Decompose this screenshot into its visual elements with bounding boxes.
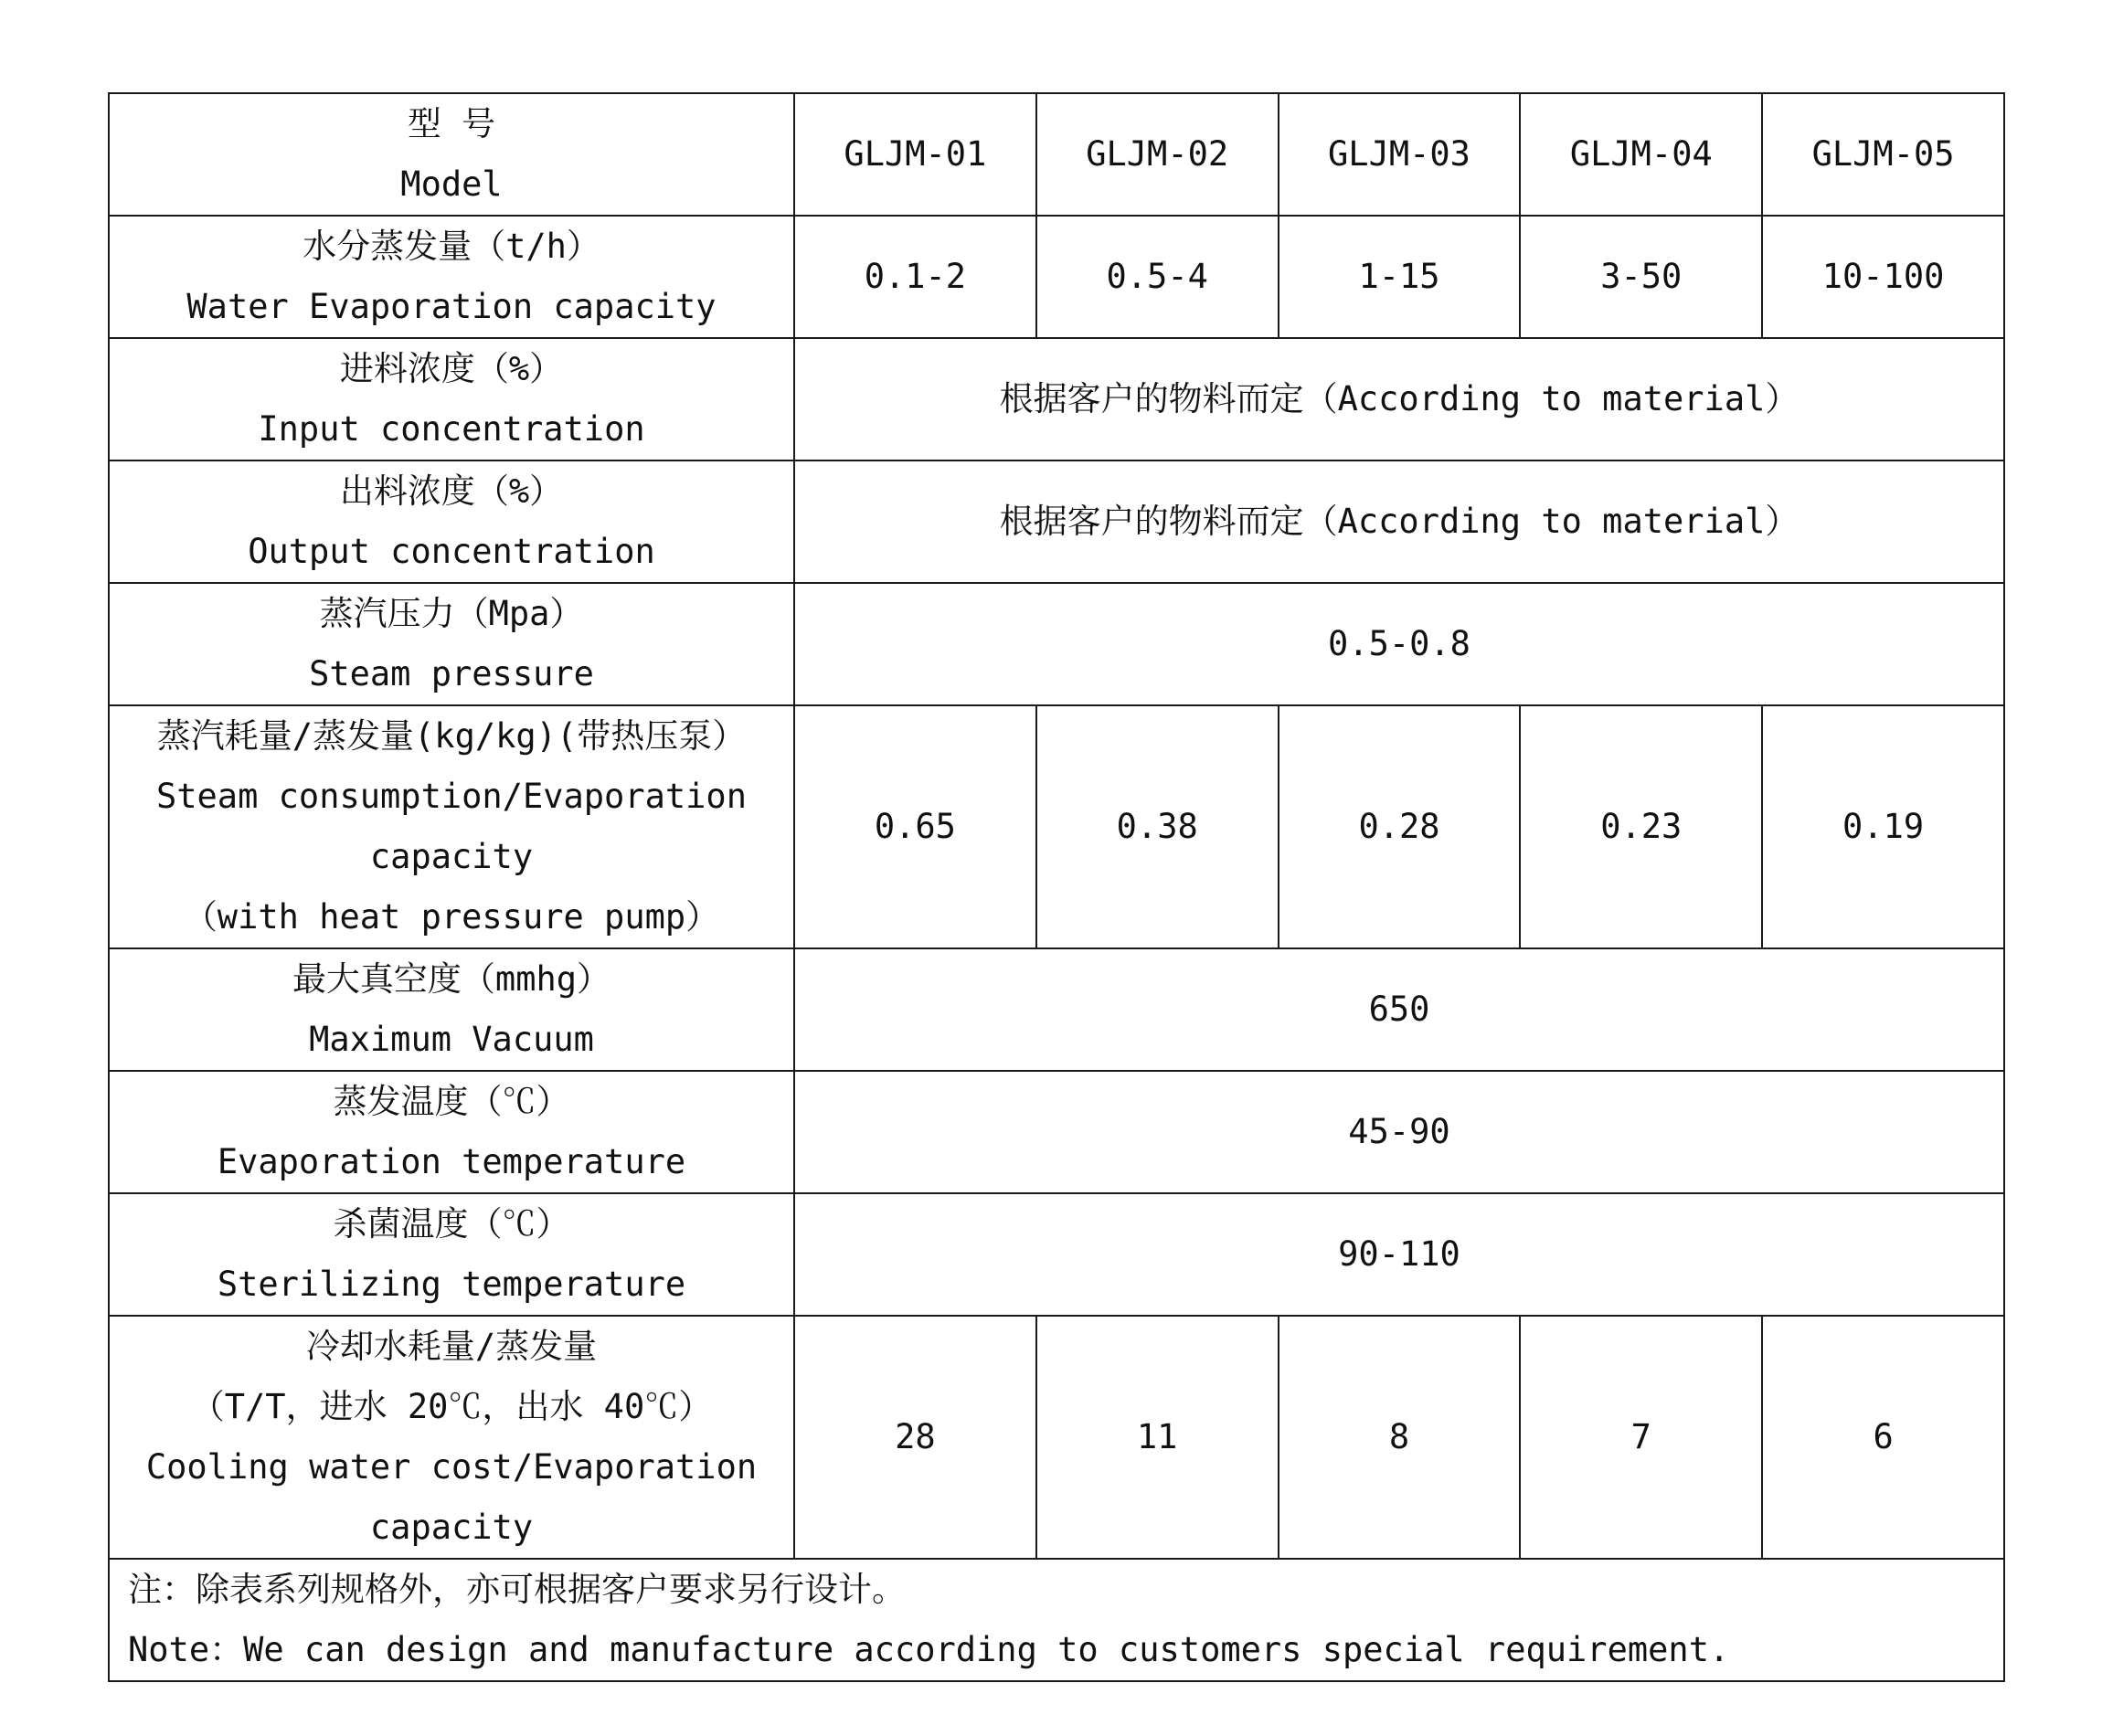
value-cell: 0.65 [794, 705, 1036, 948]
row-label-en: Input concentration [258, 409, 645, 449]
row-label-cn: 杀菌温度（℃） [333, 1204, 570, 1244]
row-label-cell [109, 583, 794, 705]
value-cell: 0.23 [1520, 705, 1762, 948]
model-header-1: GLJM-01 [794, 93, 1036, 216]
table-row [109, 1316, 2004, 1559]
merged-value-cell: 45-90 [794, 1071, 2004, 1193]
row-label-en: capacity [369, 1508, 534, 1547]
merged-value-cell: 650 [794, 948, 2004, 1071]
table-row [109, 583, 2004, 705]
row-label-cn: 进料浓度（%） [339, 349, 564, 388]
note-en: Note：We can design and manufacture according to customers special requirement. [128, 1630, 1730, 1669]
value-cell: 10-100 [1762, 216, 2004, 338]
spec-table [108, 92, 2005, 1682]
row-label-en: Steam pressure [309, 654, 594, 693]
row-label-en: Sterilizing temperature [217, 1265, 686, 1304]
value-cell: 1-15 [1279, 216, 1521, 338]
value-cell: 0.38 [1036, 705, 1279, 948]
row-label-en: Maximum Vacuum [309, 1020, 594, 1059]
row-label-cn: 蒸汽耗量/蒸发量(kg/kg)(带热压泵） [156, 716, 747, 756]
row-label-cn: 蒸发温度（℃） [333, 1082, 570, 1121]
table-row [109, 1071, 2004, 1193]
table-row [109, 338, 2004, 460]
value-cell: 3-50 [1520, 216, 1762, 338]
row-label-cell [109, 460, 794, 583]
model-header-2: GLJM-02 [1036, 93, 1279, 216]
note-cell [109, 1559, 2004, 1681]
header-row [109, 93, 2004, 216]
table-row [109, 705, 2004, 948]
row-label-cell [109, 338, 794, 460]
row-label-cell [109, 705, 794, 948]
row-label-en: capacity [369, 837, 534, 876]
row-label-cell [109, 948, 794, 1071]
row-label-cn: 出料浓度（%） [339, 471, 564, 511]
value-cell: 6 [1762, 1316, 2004, 1559]
model-header-4: GLJM-04 [1520, 93, 1762, 216]
model-header-5: GLJM-05 [1762, 93, 2004, 216]
value-cell: 0.19 [1762, 705, 2004, 948]
value-cell: 0.28 [1279, 705, 1521, 948]
row-label-en: Cooling water cost/Evaporation [145, 1447, 758, 1487]
model-header-3: GLJM-03 [1279, 93, 1521, 216]
table-row [109, 216, 2004, 338]
value-cell: 8 [1279, 1316, 1521, 1559]
row-label-en: （with heat pressure pump） [183, 897, 720, 937]
row-label-en: Water Evaporation capacity [186, 287, 717, 326]
row-label-en: Output concentration [248, 532, 655, 571]
row-label-cell [109, 216, 794, 338]
table-row [109, 1193, 2004, 1316]
note-row [109, 1559, 2004, 1681]
header-label-cell [109, 93, 794, 216]
note-cn: 注：除表系列规格外，亦可根据客户要求另行设计。 [128, 1570, 906, 1609]
row-label-cn: 水分蒸发量（t/h） [303, 227, 600, 266]
value-cell: 7 [1520, 1316, 1762, 1559]
table-row [109, 948, 2004, 1071]
value-cell: 0.5-4 [1036, 216, 1279, 338]
row-label-cn: 最大真空度（mmhg） [292, 959, 611, 999]
row-label-cn: （T/T，进水 20℃，出水 40℃） [190, 1387, 713, 1426]
row-label-en: Steam consumption/Evaporation [155, 777, 747, 816]
value-cell: 11 [1036, 1316, 1279, 1559]
row-label-cell [109, 1193, 794, 1316]
header-label-en: Model [400, 164, 503, 204]
row-label-cn: 蒸汽压力（Mpa） [319, 594, 584, 633]
row-label-en: Evaporation temperature [217, 1142, 686, 1181]
merged-value-cell: 90-110 [794, 1193, 2004, 1316]
row-label-cell [109, 1316, 794, 1559]
table-row [109, 460, 2004, 583]
value-cell: 0.1-2 [794, 216, 1036, 338]
value-cell: 28 [794, 1316, 1036, 1559]
header-label-cn: 型 号 [407, 104, 496, 143]
merged-value-cell: 0.5-0.8 [794, 583, 2004, 705]
row-label-cell [109, 1071, 794, 1193]
row-label-cn: 冷却水耗量/蒸发量 [305, 1327, 598, 1366]
merged-value-cell: 根据客户的物料而定（According to material） [794, 460, 2004, 583]
merged-value-cell: 根据客户的物料而定（According to material） [794, 338, 2004, 460]
